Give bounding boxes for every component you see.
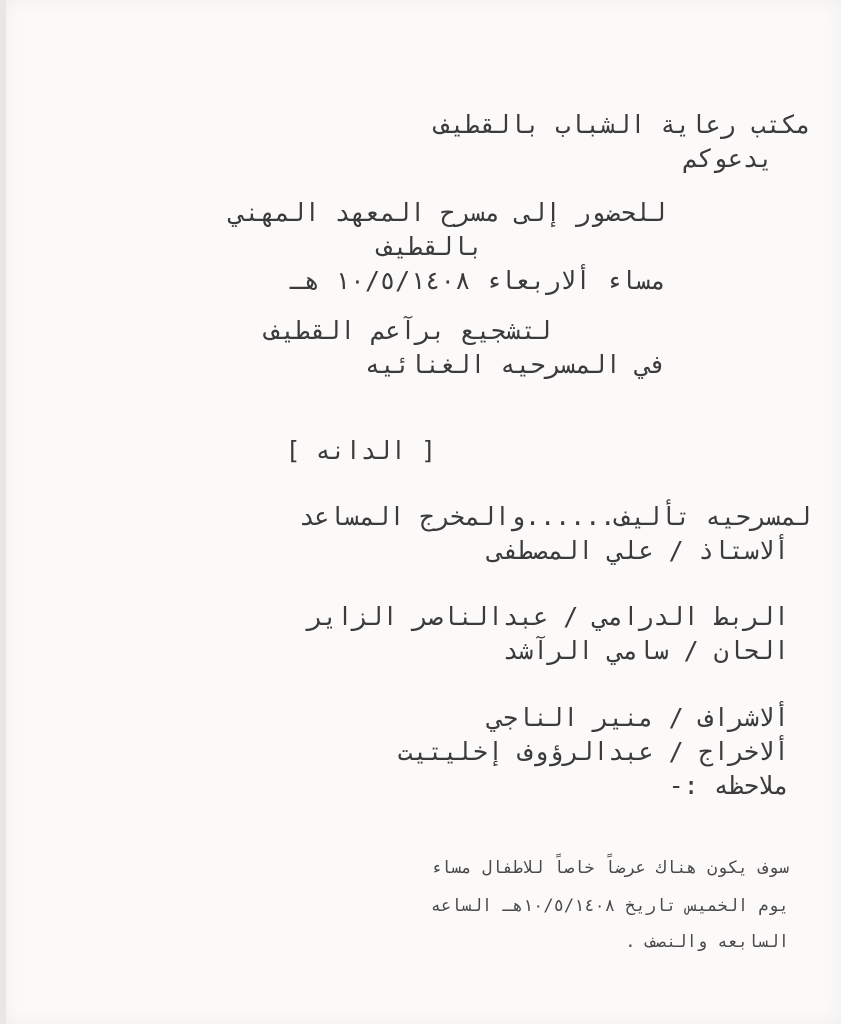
author-line: لمسرحيه تأليف......والمخرج المساعد	[299, 502, 811, 531]
dramatic-line: الربط الدرامي / عبدالناصر الزاير	[307, 602, 789, 631]
play-title: [ الدانه ]	[285, 436, 436, 465]
direction-line: ألاخراج / عبدالرؤوف إخليتيت	[397, 737, 789, 766]
org-line: مكتب رعاية الشباب بالقطيف	[434, 110, 811, 139]
attend-line: للحضور إلى مسرح المعهد المهني	[229, 198, 666, 227]
note-line-2: يوم الخميس تاريخ ١٠/٥/١٤٠٨هـ الساعه	[430, 896, 789, 916]
encourage-line: لتشجيع برآعم القطيف	[265, 316, 551, 345]
date-line: مساء ألاربعاء ١٠/٥/١٤٠٨ هـ	[289, 266, 666, 295]
invites-line: يدعوكم	[682, 144, 773, 173]
teacher-line: ألاستاذ / علي المصطفى	[487, 536, 789, 565]
supervision-line: ألاشراف / منير الناجي	[487, 703, 789, 732]
note-line-1: سوف يكون هناك عرضاً خاصاً للاطفال مساء	[430, 858, 789, 878]
music-line: الحان / سامي الرآشد	[503, 636, 789, 665]
note-label: ملاحظه :-	[668, 771, 789, 800]
note-line-3: السابعه والنصف .	[625, 932, 789, 952]
theatre-line: في المسرحيه الغنائيه	[364, 350, 666, 379]
location-line: بالقطيف	[377, 232, 483, 261]
